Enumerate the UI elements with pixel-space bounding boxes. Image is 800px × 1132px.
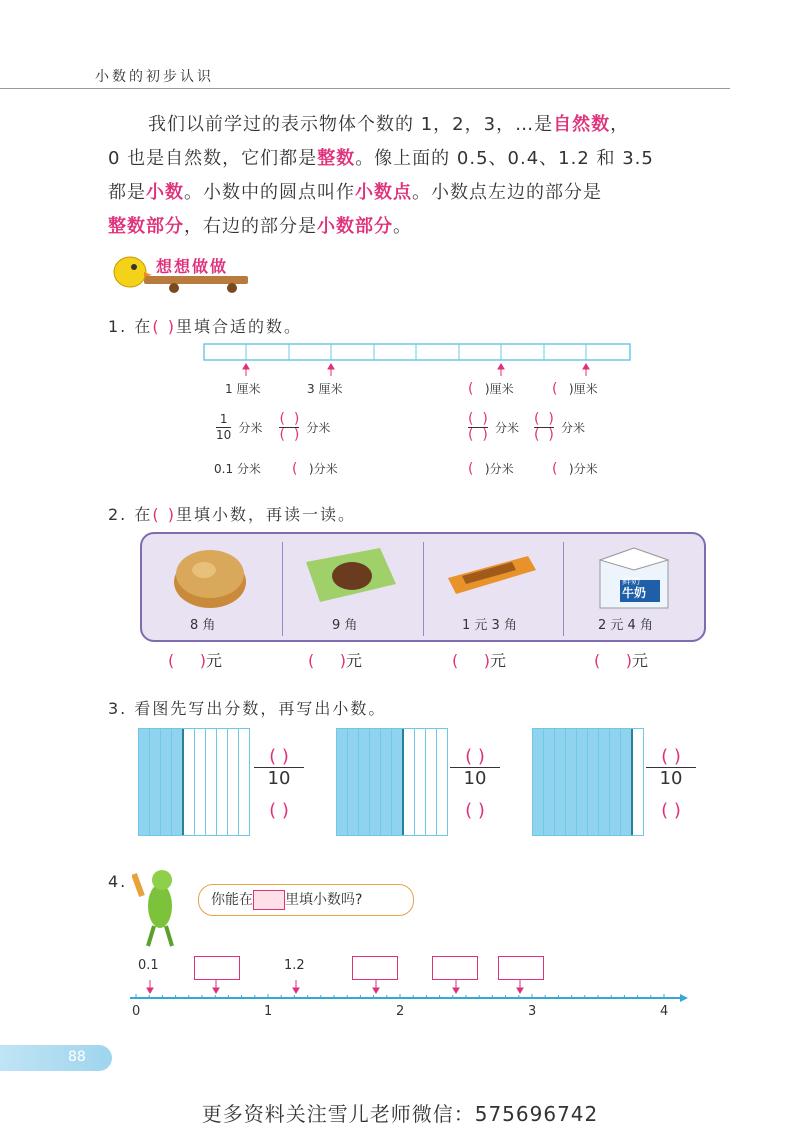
- bubble-text: 你能在: [211, 892, 253, 908]
- label-01: 0.1: [138, 958, 159, 973]
- term-integer: 整数: [317, 148, 356, 169]
- intro-text: 都是: [108, 182, 146, 203]
- panel-divider: [282, 542, 283, 636]
- page-number-tab: [0, 1045, 112, 1071]
- chapter-title: 小数的初步认识: [95, 69, 214, 85]
- frac-den: 10: [216, 428, 232, 442]
- paren-right: ): [548, 427, 554, 443]
- paren-left: (: [468, 427, 474, 443]
- paren-left: (: [292, 461, 298, 477]
- frac-den: 10: [254, 767, 304, 789]
- blank-dm[interactable]: [468, 460, 514, 477]
- paren-left: (: [468, 381, 474, 397]
- panel-divider: [563, 542, 564, 636]
- q3-decimal-1[interactable]: ( ): [269, 800, 289, 821]
- blank-dm[interactable]: [292, 460, 338, 477]
- intro-text: 。小数中的圆点叫作: [184, 182, 355, 203]
- q1-prefix: 1. 在: [108, 317, 153, 336]
- blank-dm-text: )分米: [484, 462, 514, 476]
- frac-blank: ( ): [661, 746, 681, 767]
- term-decimal-part: 小数部分: [317, 216, 393, 237]
- number-line: [120, 978, 690, 1004]
- intro-text: 0 也是自然数，它们都是: [108, 148, 318, 169]
- speech-bubble: [198, 884, 414, 916]
- paren-right: ): [548, 411, 554, 427]
- price-label-4: 2 元 4 角: [598, 618, 653, 633]
- unit-dm: 分米: [560, 421, 585, 435]
- paren-right: ): [339, 651, 346, 670]
- q3-title: 3. 看图先写出分数，再写出小数。: [108, 699, 387, 718]
- paren-left: (: [468, 411, 474, 427]
- q1-paren: ( ): [152, 317, 176, 336]
- blank-cm-a: [468, 380, 514, 397]
- frac-row-right: [466, 412, 585, 443]
- candy-bar-image: [442, 548, 542, 598]
- term-integer-part: 整数部分: [108, 216, 184, 237]
- q2-suffix: 里填小数，再读一读。: [175, 505, 356, 524]
- frac-num: 1: [219, 412, 228, 426]
- muffin-image: [170, 542, 250, 610]
- blank-fraction[interactable]: [532, 412, 556, 443]
- section-title: 想想做做: [156, 257, 229, 276]
- price-label-3: 1 元 3 角: [462, 618, 517, 633]
- milk-label-text: 牛奶: [622, 586, 647, 600]
- unit-dm: 分米: [306, 421, 331, 435]
- q1-title: [108, 314, 302, 337]
- paren-left: (: [279, 427, 285, 443]
- term-decimal: 小数: [146, 182, 184, 203]
- tenths-grid-3: [532, 728, 644, 836]
- snack-bag-image: [300, 544, 400, 604]
- blank-cm-text: )厘米: [568, 382, 598, 396]
- page-number: 88: [68, 1049, 86, 1065]
- term-natural-number: 自然数: [553, 114, 611, 135]
- blank-cm-text: )厘米: [484, 382, 514, 396]
- answer-yuan-2[interactable]: [308, 648, 362, 671]
- intro-text: ，: [610, 114, 630, 135]
- number-line-box-3[interactable]: [432, 956, 478, 980]
- q1-suffix: 里填合适的数。: [175, 317, 302, 336]
- paren-left: (: [468, 461, 474, 477]
- blank-dm-text: )分米: [308, 462, 338, 476]
- price-label-1: 8 角: [190, 618, 216, 633]
- unit-dm: 分米: [494, 421, 519, 435]
- number-line-box-4[interactable]: [498, 956, 544, 980]
- answer-yuan-1[interactable]: [168, 648, 222, 671]
- blank-dm[interactable]: [552, 460, 598, 477]
- paren-left: (: [168, 651, 175, 670]
- label-3cm: 3 厘米: [307, 382, 343, 396]
- frac-row-left: [214, 412, 330, 443]
- tick-2: 2: [396, 1004, 405, 1019]
- paren-right: ): [482, 411, 488, 427]
- unit-yuan: 元: [631, 651, 648, 670]
- intro-text: 。: [393, 216, 412, 237]
- unit-yuan: 元: [205, 651, 222, 670]
- intro-text: 。小数点左边的部分是: [412, 182, 602, 203]
- paren-left: (: [594, 651, 601, 670]
- blank-cm-b: [552, 380, 598, 397]
- q2-title: [108, 502, 356, 525]
- q3-fraction-3[interactable]: [646, 746, 696, 789]
- fraction-1-10: [214, 412, 233, 443]
- paren-left: (: [279, 411, 285, 427]
- answer-yuan-3[interactable]: [452, 648, 506, 671]
- number-line-box-2[interactable]: [352, 956, 398, 980]
- paren-left: (: [452, 651, 459, 670]
- paren-right: ): [293, 427, 300, 443]
- paren-left: (: [534, 427, 540, 443]
- paren-right: ): [199, 651, 206, 670]
- answer-yuan-4[interactable]: [594, 648, 648, 671]
- blank-fraction[interactable]: [466, 412, 490, 443]
- intro-paragraph: [108, 108, 708, 244]
- price-label-2: 9 角: [332, 618, 358, 633]
- blank-dm-text: )分米: [568, 462, 598, 476]
- paren-right: ): [483, 651, 490, 670]
- unit-yuan: 元: [345, 651, 362, 670]
- number-line-box-1[interactable]: [194, 956, 240, 980]
- tick-1: 1: [264, 1004, 273, 1019]
- q3-fraction-2[interactable]: [450, 746, 500, 789]
- paren-left: (: [552, 381, 558, 397]
- blank-fraction[interactable]: [277, 412, 301, 443]
- bubble-box: [253, 890, 285, 910]
- grasshopper-icon: [132, 866, 192, 950]
- label-1cm: 1 厘米: [225, 382, 261, 396]
- frac-blank: ( ): [269, 746, 289, 767]
- footer-note: 更多资料关注雪儿老师微信：575696742: [201, 1102, 599, 1126]
- label-12: 1.2: [284, 958, 305, 973]
- q2-prefix: 2. 在: [108, 505, 153, 524]
- q2-paren: ( ): [152, 505, 176, 524]
- intro-text: ，右边的部分是: [184, 216, 317, 237]
- unit-dm: 分米: [238, 421, 263, 435]
- tick-4: 4: [660, 1004, 669, 1019]
- tenths-grid-2: [336, 728, 448, 836]
- term-decimal-point: 小数点: [355, 182, 412, 203]
- header-divider: [0, 88, 730, 89]
- intro-text: 。像上面的 0.5、0.4、1.2 和 3.5: [355, 148, 654, 169]
- section-badge: [104, 250, 254, 300]
- milk-brand-text: 鲜奶: [622, 577, 641, 587]
- paren-right: ): [482, 427, 488, 443]
- panel-divider: [423, 542, 424, 636]
- tick-0: 0: [132, 1004, 141, 1019]
- ruler: [200, 340, 635, 378]
- q3-decimal-2[interactable]: ( ): [465, 800, 485, 821]
- unit-yuan: 元: [489, 651, 506, 670]
- paren-left: (: [552, 461, 558, 477]
- tick-3: 3: [528, 1004, 537, 1019]
- bubble-text: 里填小数吗?: [285, 892, 363, 908]
- price-panel: [140, 532, 706, 642]
- paren-left: (: [534, 411, 540, 427]
- intro-text: 我们以前学过的表示物体个数的 1，2，3，…是: [148, 114, 554, 135]
- frac-den: 10: [646, 767, 696, 789]
- q3-decimal-3[interactable]: ( ): [661, 800, 681, 821]
- q4-number: 4.: [108, 872, 128, 891]
- paren-left: (: [308, 651, 315, 670]
- frac-den: 10: [450, 767, 500, 789]
- tenths-grid-1: [138, 728, 250, 836]
- paren-right: ): [293, 411, 300, 427]
- paren-right: ): [625, 651, 632, 670]
- label-01dm: 0.1 分米: [214, 462, 261, 476]
- frac-blank: ( ): [465, 746, 485, 767]
- q3-fraction-1[interactable]: [254, 746, 304, 789]
